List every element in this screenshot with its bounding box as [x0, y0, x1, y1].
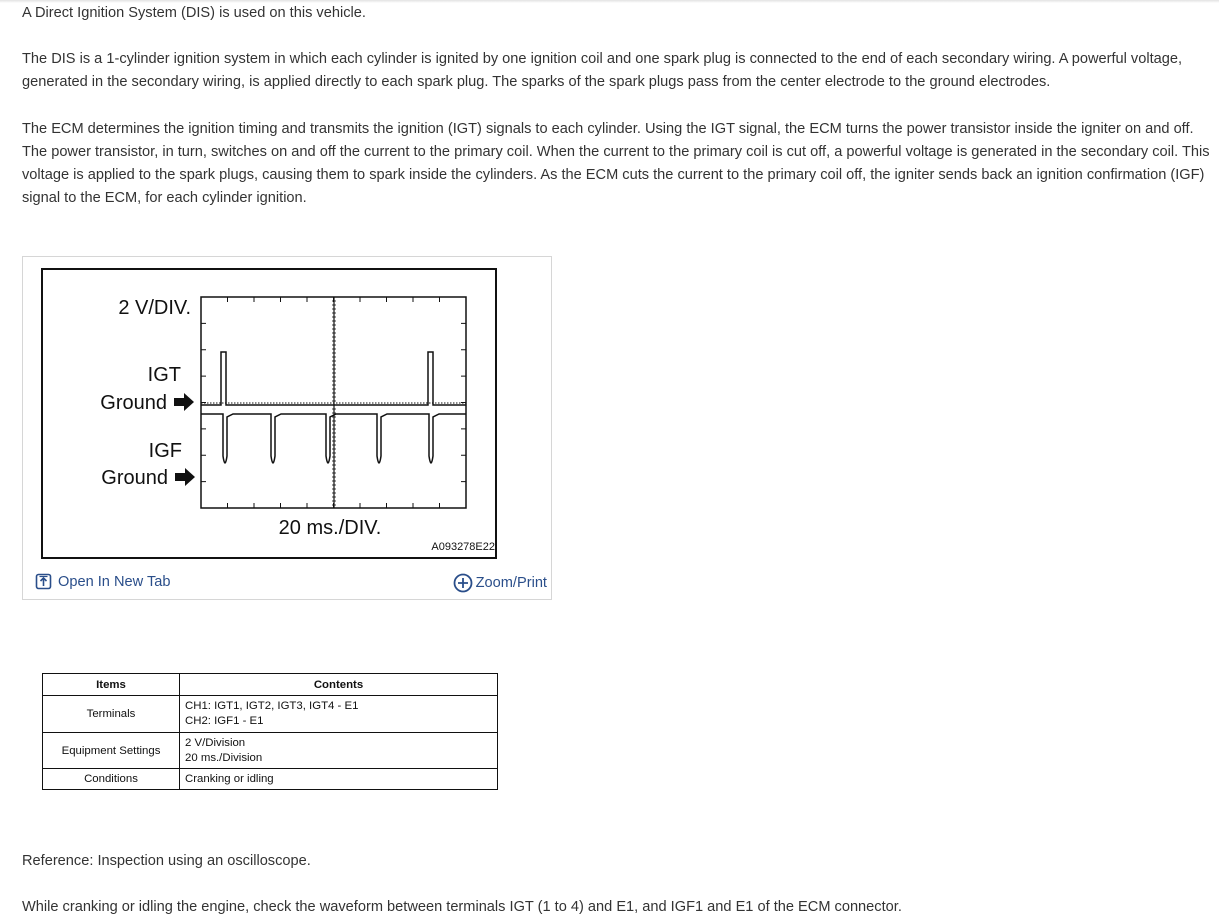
- intro-paragraph: A Direct Ignition System (DIS) is used on this vehicle.: [22, 5, 366, 21]
- row-contents: [180, 733, 498, 769]
- open-in-new-tab-link[interactable]: [35, 573, 171, 590]
- table-row: [43, 696, 498, 733]
- igf-ground-arrow-icon: [175, 468, 195, 486]
- waveform-figure: [22, 256, 552, 600]
- zoom-print-label: Zoom/Print: [475, 575, 547, 591]
- row-contents: [180, 696, 498, 733]
- table-row: [43, 769, 498, 790]
- contents-line: Cranking or idling: [185, 772, 274, 785]
- waveform-svg: [43, 270, 495, 557]
- scope-screen: [201, 297, 466, 508]
- zoom-print-link[interactable]: [453, 573, 547, 593]
- igt-label: IGT: [147, 364, 181, 386]
- dis-paragraph: The DIS is a 1-cylinder ignition system in which each cylinder is ignited by one ignition coil and one spark plug is connected to the end of each secondary wiring. A powerful voltage, generated in the secondary wiring, is applied directly to each spark plug. The sparks of the spark plugs pass from the center electrode to the ground electrodes.: [22, 51, 1183, 90]
- igt-ground-label: Ground: [100, 392, 167, 414]
- reference-note: Reference: Inspection using an oscilloscope.: [22, 853, 311, 869]
- row-item: Terminals: [43, 696, 180, 733]
- plus-circle-icon: [453, 573, 473, 593]
- igf-label: IGF: [148, 440, 182, 462]
- contents-line: CH2: IGF1 - E1: [185, 715, 264, 727]
- row-contents: [180, 769, 498, 790]
- voltage-scale-label: 2 V/DIV.: [118, 297, 191, 319]
- igt-ground-arrow-icon: [174, 393, 194, 411]
- contents-line: 2 V/Division: [185, 736, 246, 749]
- time-scale-label: 20 ms./DIV.: [278, 517, 382, 539]
- contents-line: 20 ms./Division: [185, 751, 263, 764]
- ecm-paragraph: The ECM determines the ignition timing and transmits the ignition (IGT) signals to each cylinder. Using the IGT signal, the ECM turns the power transistor inside the igniter on and off. The power transistor, in turn, switches on and off the current to the primary coil. When the current to the primary coil is cut off, a powerful voltage is generated in the secondary coil. This voltage is applied to the spark plugs, causing them to spark inside the cylinders. As the ECM cuts the current to the primary coil off, the igniter sends back an ignition confirmation (IGF) signal to the ECM, for each cylinder ignition.: [22, 121, 1210, 206]
- header-items: Items: [43, 674, 180, 696]
- settings-table: [42, 673, 498, 790]
- table-header-row: [43, 674, 498, 696]
- contents-line: CH1: IGT1, IGT2, IGT3, IGT4 - E1: [185, 700, 359, 712]
- header-contents: Contents: [180, 674, 498, 696]
- open-in-new-tab-label: Open In New Tab: [58, 573, 171, 590]
- oscilloscope-diagram: [41, 268, 497, 559]
- figure-code: A093278E22: [431, 541, 495, 553]
- row-item: Equipment Settings: [43, 733, 180, 769]
- igf-ground-label: Ground: [101, 467, 168, 489]
- row-item: Conditions: [43, 769, 180, 790]
- table-row: [43, 733, 498, 769]
- instruction-paragraph: While cranking or idling the engine, check the waveform between terminals IGT (1 to 4) and E1, and IGF1 and E1 of the ECM connector.: [22, 899, 902, 915]
- open-new-tab-icon: [35, 573, 52, 590]
